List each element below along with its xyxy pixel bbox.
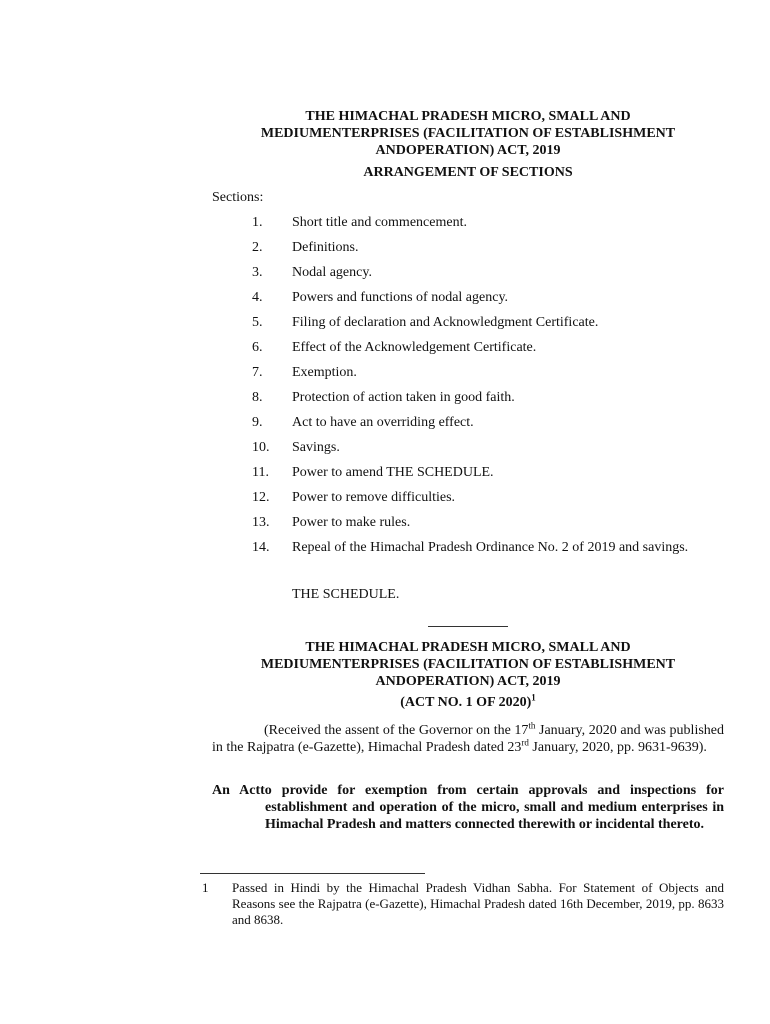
- assent-text-2: January, 2020 and was published in the Rajpatra (e-Gazette), Himachal Pradesh dated 23: [212, 723, 724, 755]
- section-item: [212, 239, 724, 256]
- section-title: Protection of action taken in good faith.: [292, 390, 515, 405]
- act-main-heading: [212, 639, 724, 690]
- title-line-1: THE HIMACHAL PRADESH MICRO, SMALL AND: [305, 109, 631, 124]
- title-line-2: MEDIUMENTERPRISES (FACILITATION OF ESTABLISHMENT: [260, 126, 676, 141]
- sections-list: [212, 214, 724, 556]
- section-number: 11.: [252, 465, 269, 480]
- section-title: Powers and functions of nodal agency.: [292, 290, 509, 305]
- footnote-text: Passed in Hindi by the Himachal Pradesh Vidhan Sabha. For Statement of Objects and Reasons see the Rajpatra (e-Gazette), Himachal Pradesh dated 16th December, 2019, pp. 8633 and 8638.: [232, 880, 724, 927]
- section-number: 14.: [252, 540, 270, 555]
- section-item: [212, 389, 724, 406]
- section-title: Short title and commencement.: [292, 215, 467, 230]
- section-item: [212, 514, 724, 531]
- section-number: 3.: [252, 265, 263, 280]
- section-item: [212, 289, 724, 306]
- section-title: Nodal agency.: [292, 265, 372, 280]
- section-item: [212, 539, 724, 556]
- section-number: 4.: [252, 290, 263, 305]
- section-title: Act to have an overriding effect.: [292, 415, 474, 430]
- section-number: 9.: [252, 415, 263, 430]
- section-item: [212, 314, 724, 331]
- section-item: [212, 489, 724, 506]
- ordinal-suffix: th: [528, 720, 536, 731]
- section-number: 12.: [252, 490, 270, 505]
- section-number: 2.: [252, 240, 263, 255]
- section-item: [212, 364, 724, 381]
- section-number: 6.: [252, 340, 263, 355]
- title-line-3: ANDOPERATION) ACT, 2019: [375, 143, 561, 158]
- footnote-separator: [200, 873, 425, 874]
- section-number: 8.: [252, 390, 263, 405]
- section-title: Power to amend THE SCHEDULE.: [292, 465, 494, 480]
- section-title: Power to make rules.: [292, 515, 411, 530]
- ordinal-suffix: rd: [521, 737, 529, 748]
- long-title: An Actto provide for exemption from certain approvals and inspections for establishment and operation of the micro, small and medium enterprises in Himachal Pradesh and matters connected therewith or incidental thereto.: [212, 783, 724, 832]
- section-item: [212, 339, 724, 356]
- section-title: Savings.: [292, 440, 340, 455]
- assent-text-3: January, 2020, pp. 9631-9639).: [528, 740, 707, 755]
- act-heading-line-2: MEDIUMENTERPRISES (FACILITATION OF ESTABLISHMENT: [260, 657, 676, 672]
- section-number: 10.: [252, 440, 270, 455]
- section-number: 7.: [252, 365, 263, 380]
- act-heading-line-3: ANDOPERATION) ACT, 2019: [375, 674, 561, 689]
- section-item: [212, 464, 724, 481]
- act-number: [212, 692, 724, 711]
- section-number: 13.: [252, 515, 270, 530]
- section-item: [212, 214, 724, 231]
- schedule-entry: THE SCHEDULE.: [292, 587, 400, 602]
- section-item: [212, 414, 724, 431]
- section-item: [212, 264, 724, 281]
- section-title: Filing of declaration and Acknowledgment Certificate.: [292, 315, 599, 330]
- act-number-text: (ACT NO. 1 OF 2020): [400, 695, 532, 710]
- section-item: [212, 439, 724, 456]
- section-title: Repeal of the Himachal Pradesh Ordinance No. 2 of 2019 and savings.: [292, 540, 689, 555]
- footnote-reference[interactable]: 1: [531, 692, 536, 703]
- section-title: Power to remove difficulties.: [292, 490, 456, 505]
- act-title-header: [212, 108, 724, 159]
- act-heading-line-1: THE HIMACHAL PRADESH MICRO, SMALL AND: [305, 640, 631, 655]
- section-title: Definitions.: [292, 240, 359, 255]
- assent-text-1: (Received the assent of the Governor on the 17: [264, 723, 529, 738]
- footnote: [202, 880, 724, 928]
- section-divider: [428, 626, 508, 627]
- assent-paragraph: [212, 722, 724, 756]
- arrangement-of-sections-heading: ARRANGEMENT OF SECTIONS: [363, 165, 573, 180]
- section-number: 5.: [252, 315, 263, 330]
- section-number: 1.: [252, 215, 263, 230]
- section-title: Exemption.: [292, 365, 357, 380]
- section-title: Effect of the Acknowledgement Certificate.: [292, 340, 537, 355]
- sections-label: Sections:: [212, 190, 264, 205]
- footnote-number: 1: [202, 880, 209, 895]
